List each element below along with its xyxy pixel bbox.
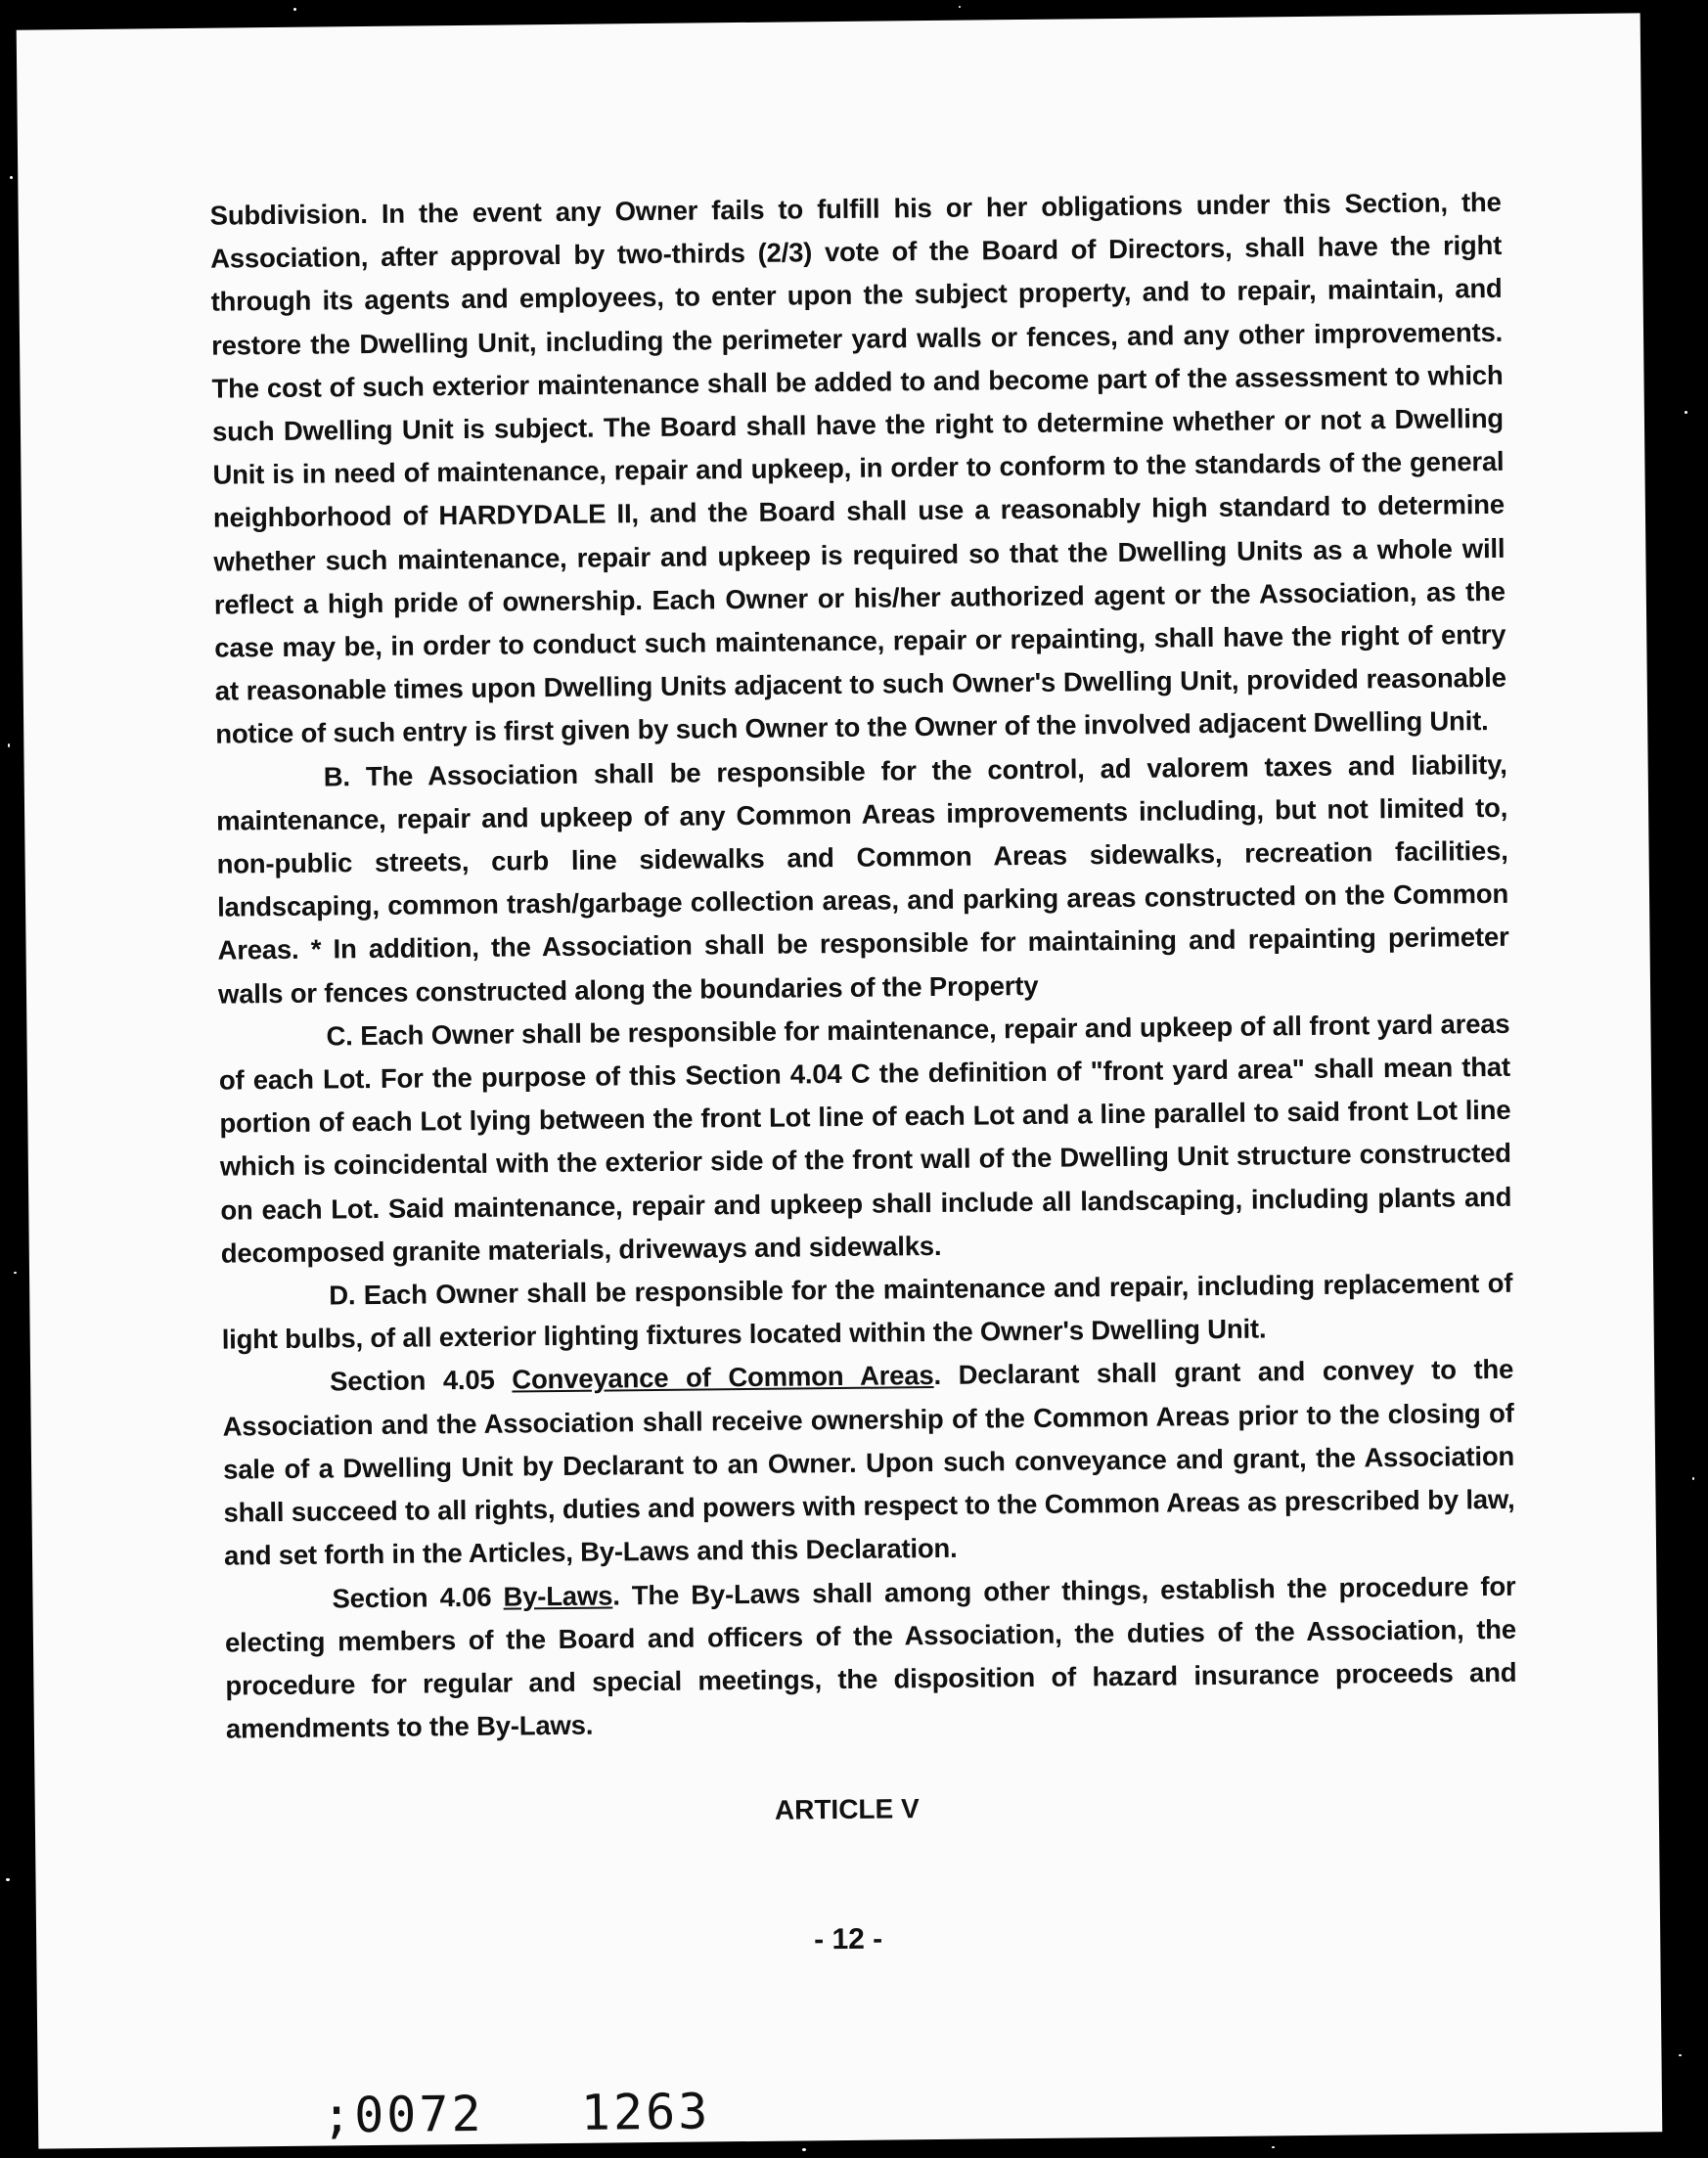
scan-speck bbox=[959, 6, 961, 8]
body-paragraph bbox=[215, 742, 1509, 1015]
body-paragraph bbox=[221, 1262, 1513, 1362]
document-body bbox=[209, 181, 1517, 1751]
body-paragraph bbox=[218, 1003, 1512, 1276]
body-paragraph bbox=[222, 1348, 1515, 1578]
document-page bbox=[17, 13, 1663, 2148]
scan-speck bbox=[6, 1878, 10, 1881]
scan-speck bbox=[1685, 411, 1687, 414]
section-heading-underlined: By-Laws bbox=[503, 1579, 613, 1612]
scan-speck bbox=[1692, 1477, 1694, 1480]
scan-speck bbox=[293, 8, 296, 11]
paragraph-text: Section 4.06 bbox=[332, 1581, 504, 1613]
page-number: - 12 - bbox=[814, 1922, 883, 1956]
paragraph-text: . Declarant shall grant and convey to the Association and the Association shall receive ownership of the Common Areas prior to the closing of sale of a Dwelling Unit by Declarant to an Owner. Upon such conveyance and grant, the Association shall succeed to all rights, duties and powers with respect to the Common Areas as prescribed by law, and set forth in the Articles, By-Laws and this Declaration. bbox=[222, 1354, 1515, 1571]
recording-stamp: ;0072 1263 bbox=[321, 2083, 711, 2144]
scan-speck bbox=[8, 743, 10, 747]
scan-speck bbox=[14, 1272, 17, 1274]
paragraph-text: D. Each Owner shall be responsible for the maintenance and repair, including replacement of light bulbs, of all exterior lighting fixtures located within the Owner's Dwelling Unit. bbox=[221, 1267, 1513, 1355]
article-heading: ARTICLE V bbox=[774, 1793, 920, 1825]
scan-speck bbox=[1272, 2146, 1275, 2148]
paragraph-text: Subdivision. In the event any Owner fails to fulfill his or her obligations under this Section, the Association, after approval by two-thirds (2/3) vote of the Board of Directors, shall have the right through its agents and employees, to enter upon the subject property, and to repair, maintain, and restore the Dwelling Unit, including the perimeter yard walls or fences, and any other improvements. The cost of such exterior maintenance shall be added to and become part of the assessment to which such Dwelling Unit is subject. The Board shall have the right to determine whether or not a Dwelling Unit is in need of maintenance, repair and upkeep, in order to conform to the standards of the general neighborhood of HARDYDALE II, and the Board shall use a reasonably high standard to determine whether such maintenance, repair and upkeep is required so that the Dwelling Units as a whole will reflect a high pride of ownership. Each Owner or his/her authorized agent or the Association, as the case may be, in order to conduct such maintenance, repair or repainting, shall have the right of entry at reasonable times upon Dwelling Units adjacent to such Owner's Dwelling Unit, provided reasonable notice of such entry is first given by such Owner to the Owner of the involved adjacent Dwelling Unit. bbox=[209, 186, 1506, 750]
scan-speck bbox=[1679, 2054, 1682, 2056]
paragraph-text: B. The Association shall be responsible for the control, ad valorem taxes and liability, maintenance, repair and upkeep of any Common Areas improvements including, but not limited to, non-public streets, curb line sidewalks and Common Areas sidewalks, recreation facilities, landscaping, common trash/garbage collection areas, and parking areas constructed on the Common Areas. * In addition, the Association shall be responsible for maintaining and repainting perimeter walls or fences constructed along the boundaries of the Property bbox=[216, 748, 1509, 1010]
body-paragraph bbox=[209, 181, 1506, 756]
paragraph-text: . The By-Laws shall among other things, establish the procedure for electing members of the Board and officers of the Association, the duties of the Association, the procedure for regular and special meetings, the disposition of hazard insurance proceeds and amendments to the By-Laws. bbox=[224, 1570, 1517, 1744]
paragraph-text: Section 4.05 bbox=[330, 1365, 513, 1397]
body-paragraph bbox=[224, 1564, 1517, 1751]
paragraph-text: C. Each Owner shall be responsible for maintenance, repair and upkeep of all front yard areas of each Lot. For the purpose of this Section 4.04 C the definition of "front yard area" shall mean that portion of each Lot lying between the front Lot line of each Lot and a line parallel to said front Lot line which is coincidental with the exterior side of the front wall of the Dwelling Unit structure constructed on each Lot. Said maintenance, repair and upkeep shall include all landscaping, including plants and decomposed granite materials, driveways and sidewalks. bbox=[218, 1008, 1512, 1269]
scan-speck bbox=[802, 2148, 806, 2151]
scan-speck bbox=[10, 176, 13, 179]
section-heading-underlined: Conveyance of Common Areas bbox=[512, 1360, 934, 1396]
